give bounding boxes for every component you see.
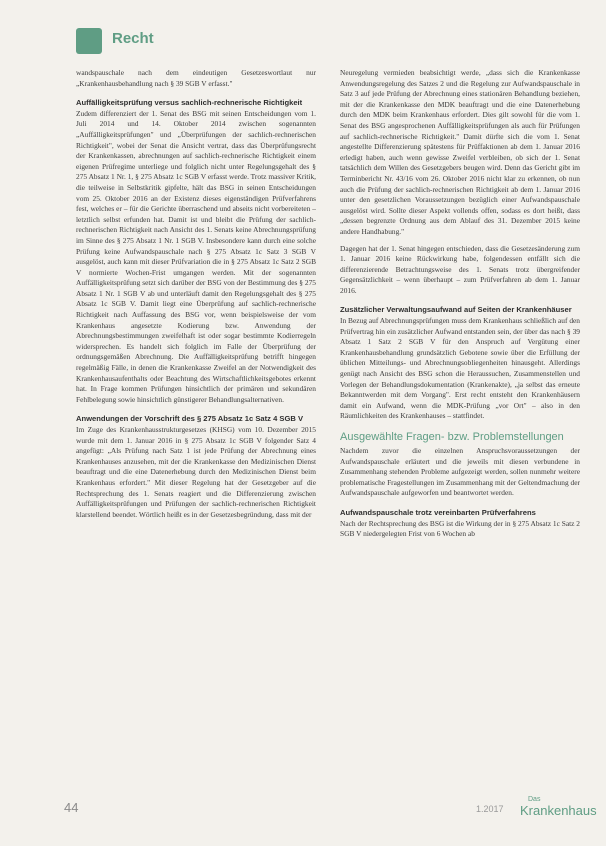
paragraph: Dagegen hat der 1. Senat hingegen entschieden, dass die Gesetzesänderung zum 1. Januar 2016 keine Rückwirkung habe, folgendessen entfällt sich die differenzierende Betrachtungsweise des 1. Senats trotz übergreifender Gegensätzlichkeit – wenn überhaupt – zum Prüfverfahren ab dem 1. Januar 2016. xyxy=(340,243,580,295)
left-column xyxy=(76,68,316,784)
subheading: Zusätzlicher Verwaltungsaufwand auf Seiten der Krankenhäuser xyxy=(340,305,572,315)
subheading: Auffälligkeitsprüfung versus sachlich-rechnerische Richtigkeit xyxy=(76,98,303,108)
right-column xyxy=(340,68,580,804)
section-title: Recht xyxy=(112,30,154,47)
logo-name: Krankenhaus xyxy=(520,803,597,818)
subheading: Aufwandspauschale trotz vereinbarten Prüfverfahrens xyxy=(340,507,536,517)
paragraph: Nachdem zuvor die einzelnen Anspruchsvoraussetzungen der Aufwandspauschale erläutert und die jeweils mit diesen verbundene in Zusammenhang stehenden Probleme aufgezeigt werden, sollen nunmehr weitere problematische Fragestellungen im Zusammenhang mit der Geltendmachung der Aufwandspauschale aufgeworfen und beantwortet werden. xyxy=(340,446,580,498)
paragraph: Nach der Rechtsprechung des BSG ist die Wirkung der in § 275 Absatz 1c Satz 2 SGB V niedergelegten Frist von 6 Wochen ab xyxy=(340,518,580,539)
paragraph: Neuregelung vermieden beabsichtigt werde, „dass sich die Krankenkasse Anwendungsregelung des Satzes 2 und die Regelung zur Aufwandspauschale in Satz 3 auf jede Prüfung der Abrechnung eines stationären Behandlung beziehen, mit der die Krankenkasse den MDK beauftragt und die eine Datenerhebung durch den MDK beim Krankenhaus erfordert. Dies gilt sowohl für die vom 1. Senat des BSG angesprochenen Auffälligkeitsprüfungen als auch für Prüfungen auf sachlich-rechnerische Richtigkeit." Damit dürfte sich die vom 1. Senat angestellte Differenzierung spätestens für Prüffaktionen ab dem 1. Januar 2016 erledigt haben, auch wenn gewisse Zweifel verbleiben, ob sich der 1. Senat tatsächlich dem Willen des Gesetzgebers beugen wird. Denn das Gericht gibt im Terminbericht Nr. 43/16 vom 26. Oktober 2016 nicht klar zu erkennen, ob nun auch die Prüfung der sachlich-rechnerischen Richtigkeit ab dem 1. Januar 2016 unter den gesetzlichen Voraussetzungen bezüglich einer Aufwandspauschale ausgelöst wird. Sollte dieser Aspekt vollends offen, sodass es dort heißt, dass „dessen begrenzte Ordnung aus dem Ablauf des 31. Dezember 2015 keine andere Handhabung." xyxy=(340,68,580,236)
section-heading: Ausgewählte Fragen- bzw. Problemstellungen xyxy=(340,431,564,443)
section-badge xyxy=(76,28,102,54)
paragraph: Im Zuge des Krankenhausstrukturgesetzes (KHSG) vom 10. Dezember 2015 wurde mit dem 1. Januar 2016 in § 275 Absatz 1c SGB V folgender Satz 4 angefügt: „Als Prüfung nach Satz 1 ist jede Prüfung der Abrechnung eines Krankenhauses anzusehen, mit der die Krankenkasse den Medizinischen Dienst beauftragt und die eine Datenerhebung durch den Medizinischen Dienst beim Krankenhaus erfordert." Mit dieser Regelung hat der Gesetzgeber auf die Rechtsprechung des 1. Senats reagiert und die Differenzierung zwischen Auffälligkeitsprüfungen und Prüfungen der sachlich-rechnerischen Richtigkeit klarstellend beendet. Wörtlich heißt es in der Gesetzesbegründung, dass mit der xyxy=(76,425,316,519)
section-header xyxy=(76,28,596,54)
subheading: Anwendungen der Vorschrift des § 275 Absatz 1c Satz 4 SGB V xyxy=(76,414,304,424)
logo-prefix: Das xyxy=(528,796,541,803)
magazine-logo xyxy=(520,796,597,822)
paragraph: Zudem differenziert der 1. Senat des BSG mit seinen Entscheidungen vom 1. Juli 2014 und 14. Oktober 2014 zwischen sogenannten „Auffälligkeitsprüfungen" und „Überprüfungen der sachlich-rechnerischen Richtigkeit", wobei der Senat die Ansicht vertrat, dass das Überprüfungsrecht der Krankenkassen, abrechnungen auf sachlich-rechnerische Richtigkeit einem eigenen Prüfregime unterliege und folglich nicht unter Regelungsgehalt des § 275 Absatz 1 Nr. 1, § 275 Absatz 1c SGB V erfasst werde. Trotz massiver Kritik, die teilweise in Selbstkritik gipfelte, hält das BSG in seinen Entscheidungen vom 25. Oktober 2016 an der Existenz dieses eigenständigen Prüfverfahrens fest, welches er – für die Gerichte überraschend und abseits nicht vorbereiteten – letztlich selbst erfunden hat. Damit ist und bleibt die Prüfung der sachlich-rechnerischen Richtigkeit nach Ansicht des 1. Senats keine Abrechnungsprüfung im Sinne des § 275 Absatz 1 Nr. 1 SGB V. Insbesondere kann durch eine solche Prüfung keine Aufwandspauschale nach § 275 Absatz 1c Satz 3 SGB V ausgelöst, auch kann mit dieser Prüfvariation die in § 275 Absatz 1c Satz 2 SGB V normierte Wochen-Frist umgangen werden. Mit der sogenannten Auffälligkeitsprüfung setzt sich darüber der BSG von der Bestimmung des § 275 Absatz 1 Nr. 1 SGB V ab und unterläuft damit den Regelungsgehalt des § 275 Absatz 1c SGB V. Damit liegt eine Überprüfung auf sachlich-rechnerische Richtigkeit nach Auffassung des BSG vor, wenn beispielsweise der vom Krankenhaus angesetzte Kodierung bzw. Anwendung der Abrechnungsbestimmungen zweifelhaft ist oder sogar bestimmte Kodierregeln widersprechen. Es handelt sich folglich im Falle der Überprüfung der ordnungsgemäßen Abrechnung. Die Auffälligkeitsprüfung betrifft hingegen regelmäßig Fälle, in denen die Krankenkasse Zweifel an der Notwendigkeit des Krankenhausaufenthalts oder Beachtung des Wirtschaftlichkeitsgebotes erkennt hat. In Frage kommen Prüfungen hinsichtlich der primären und sekundären Fehlbelegung sowie hinsichtlich günstigerer Behandlungsalternativen. xyxy=(76,108,316,404)
page-number: 44 xyxy=(64,800,79,815)
paragraph: wandspauschale nach dem eindeutigen Gesetzeswortlaut nur „Krankenhausbehandlung nach § 39 SGB V erfasst." xyxy=(76,68,316,88)
issue-label: 1.2017 xyxy=(476,804,504,814)
paragraph: In Bezug auf Abrechnungsprüfungen muss dem Krankenhaus schließlich auf den Prüfvertrag hin ein zusätzlicher Aufwand entstanden sein, der über das nach § 39 Absatz 1 Satz 2 SGB V für den Anspruch auf Vergütung einer Krankenhausbehandlung grundsätzlich Gebotene sowie über die Erfüllung der üblichen Mitteilungs- und Abrechnungsobliegenheiten hinausgeht. Allerdings genügt nach Ansicht des BSG schon die Heraussuchen, Zusammenstellen und Vorlegen der Behandlungsdokumentation (Krankenakte), „ja selbst das erneute Bekanntwerden mit dem Vorgang". Erst recht entsteht den Krankenhäusern damit ein Aufwand, wenn die MDK-Prüfung „vor Ort" – also in den Räumlichkeiten des Krankenhauses – stattfindet. xyxy=(340,316,580,421)
